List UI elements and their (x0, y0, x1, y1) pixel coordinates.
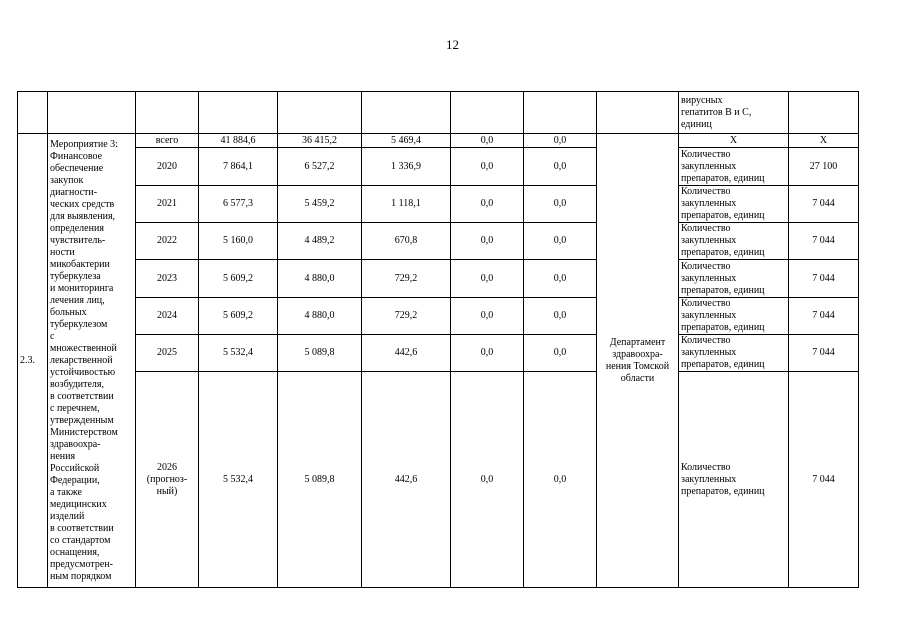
table-row (18, 134, 859, 148)
other-cell: 0,0 (524, 335, 597, 372)
cell-empty (199, 92, 278, 134)
federal-cell: 5 089,8 (278, 335, 362, 372)
indicator-value: 7 044 (789, 372, 859, 588)
indicator-value: 7 044 (789, 260, 859, 298)
total-cell: 7 864,1 (199, 148, 278, 186)
regional-cell: 670,8 (362, 223, 451, 260)
year-cell: 2020 (136, 148, 199, 186)
year-cell: 2024 (136, 298, 199, 335)
federal-cell: 5 459,2 (278, 186, 362, 223)
indicator-cell: Х (679, 134, 789, 148)
cell-empty (524, 92, 597, 134)
local-cell: 0,0 (451, 186, 524, 223)
cell-empty (278, 92, 362, 134)
other-cell: 0,0 (524, 134, 597, 148)
indicator-cell: Количество закупленных препаратов, единиц (679, 186, 789, 223)
year-cell: всего (136, 134, 199, 148)
table-row (18, 223, 859, 260)
local-cell: 0,0 (451, 223, 524, 260)
total-cell: 5 160,0 (199, 223, 278, 260)
indicator-cell: Количество закупленных препаратов, единиц (679, 260, 789, 298)
federal-cell: 4 880,0 (278, 260, 362, 298)
local-cell: 0,0 (451, 298, 524, 335)
item-description: Мероприятие 3: Финансовое обеспечение закупок диагности- ческих средств для выявления, определения чувствитель- ности микобактерии туберкулеза и мониторинга лечения лиц, больных туберкулезом с множественной лекарственной устойчивостью возбудителя, в соответствии с перечнем, утвержденным Министерством здравоохра- нения Российской Федерации, а также медицинских изделий в соответствии со стандартом оснащения, предусмотрен- ным порядком (48, 134, 136, 588)
regional-cell: 1 118,1 (362, 186, 451, 223)
other-cell: 0,0 (524, 372, 597, 588)
total-cell: 5 532,4 (199, 372, 278, 588)
local-cell: 0,0 (451, 335, 524, 372)
indicator-value: 7 044 (789, 223, 859, 260)
cell-empty (362, 92, 451, 134)
indicator-value: Х (789, 134, 859, 148)
indicator-cell: Количество закупленных препаратов, единиц (679, 148, 789, 186)
indicator-cell: Количество закупленных препаратов, единиц (679, 335, 789, 372)
federal-cell: 5 089,8 (278, 372, 362, 588)
regional-cell: 729,2 (362, 298, 451, 335)
other-cell: 0,0 (524, 298, 597, 335)
regional-cell: 5 469,4 (362, 134, 451, 148)
indicator-value: 7 044 (789, 335, 859, 372)
table-row (18, 186, 859, 223)
regional-cell: 442,6 (362, 372, 451, 588)
table-row (18, 298, 859, 335)
indicator-cell: вирусных гепатитов В и С, единиц (679, 92, 789, 134)
table-row (18, 148, 859, 186)
continuation-row (18, 92, 859, 134)
regional-cell: 729,2 (362, 260, 451, 298)
year-cell: 2026 (прогноз- ный) (136, 372, 199, 588)
item-number: 2.3. (18, 134, 48, 588)
year-cell: 2021 (136, 186, 199, 223)
regional-cell: 1 336,9 (362, 148, 451, 186)
indicator-value: 7 044 (789, 298, 859, 335)
page-number: 12 (446, 37, 459, 52)
year-cell: 2025 (136, 335, 199, 372)
table-row (18, 260, 859, 298)
local-cell: 0,0 (451, 134, 524, 148)
indicator-cell: Количество закупленных препаратов, единиц (679, 223, 789, 260)
local-cell: 0,0 (451, 372, 524, 588)
indicator-cell: Количество закупленных препаратов, единиц (679, 372, 789, 588)
year-cell: 2023 (136, 260, 199, 298)
executor: Департамент здравоохра- нения Томской области (605, 336, 670, 384)
cell-empty (789, 92, 859, 134)
indicator-value: 27 100 (789, 148, 859, 186)
other-cell: 0,0 (524, 223, 597, 260)
cell-empty (136, 92, 199, 134)
federal-cell: 4 489,2 (278, 223, 362, 260)
total-cell: 5 609,2 (199, 298, 278, 335)
total-cell: 5 532,4 (199, 335, 278, 372)
federal-cell: 36 415,2 (278, 134, 362, 148)
cell-empty (451, 92, 524, 134)
table-row (18, 372, 859, 588)
other-cell: 0,0 (524, 148, 597, 186)
year-cell: 2022 (136, 223, 199, 260)
indicator-cell: Количество закупленных препаратов, единиц (679, 298, 789, 335)
cell-empty (18, 92, 48, 134)
total-cell: 5 609,2 (199, 260, 278, 298)
total-cell: 6 577,3 (199, 186, 278, 223)
local-cell: 0,0 (451, 148, 524, 186)
other-cell: 0,0 (524, 260, 597, 298)
other-cell: 0,0 (524, 186, 597, 223)
cell-empty (48, 92, 136, 134)
regional-cell: 442,6 (362, 335, 451, 372)
program-table (17, 91, 859, 588)
federal-cell: 4 880,0 (278, 298, 362, 335)
indicator-value: 7 044 (789, 186, 859, 223)
table-row (18, 335, 859, 372)
local-cell: 0,0 (451, 260, 524, 298)
cell-empty (597, 92, 679, 134)
federal-cell: 6 527,2 (278, 148, 362, 186)
total-cell: 41 884,6 (199, 134, 278, 148)
